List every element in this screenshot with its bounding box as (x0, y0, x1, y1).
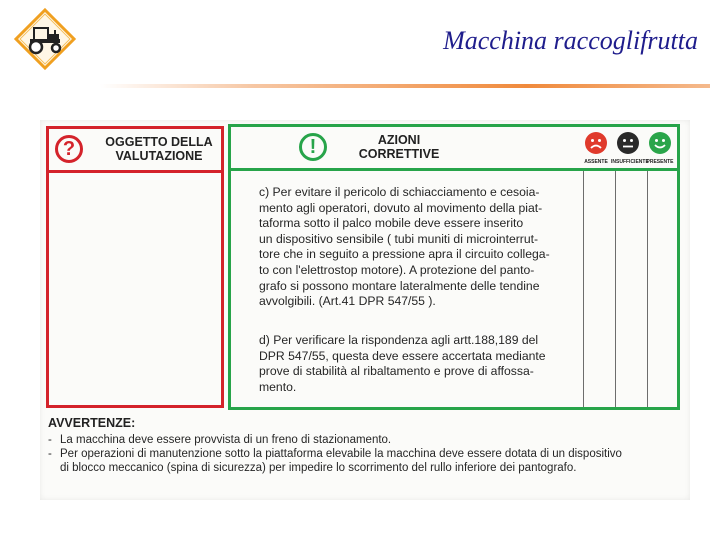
text-line: tore che in seguito a pressione apra il circuito collega- (259, 247, 550, 262)
text-line: d) Per verificare la rispondenza agli artt.188,189 del (259, 333, 539, 347)
column-divider (583, 171, 584, 407)
evaluation-title-line2: VALUTAZIONE (115, 149, 203, 163)
face-label-absent: ASSENTE (584, 159, 608, 165)
warning-item-continued (48, 461, 678, 475)
tractor-icon (14, 8, 76, 70)
text-line: DPR 547/55, questa deve essere accertata mediante (259, 348, 546, 363)
evaluation-object-header (49, 129, 221, 173)
corrective-actions-header (231, 127, 677, 171)
title-divider (100, 84, 710, 88)
warning-text: La macchina deve essere provvista di un freno di stazionamento. (60, 434, 392, 446)
evaluation-object-title (95, 135, 223, 163)
tractor-logo (14, 8, 76, 70)
scanned-document (40, 120, 690, 500)
exclamation-icon: ! (299, 133, 327, 161)
corrective-actions-title (349, 133, 449, 161)
bullet: - (48, 434, 52, 446)
corrective-title-line2: CORRETTIVE (358, 147, 440, 161)
evaluation-object-panel (46, 126, 224, 408)
neutral-face-icon (616, 131, 640, 155)
happy-face-icon (648, 131, 672, 155)
evaluation-title-line1: OGGETTO DELLA (105, 135, 213, 149)
face-label-insufficient: INSUFFICIENTE (611, 159, 649, 165)
text-line: mento agli operatori, dovuto al movimento della piat- (259, 200, 543, 215)
warnings-section (48, 416, 678, 475)
text-line: avvolgibili. (Art.41 DPR 547/55 ). (259, 294, 436, 309)
text-line: un dispositivo sensibile ( tubi muniti di microinterrut- (259, 231, 539, 246)
page-title: Macchina raccoglifrutta (443, 26, 698, 55)
corrective-actions-panel (228, 124, 680, 410)
corrective-title-line1: AZIONI (377, 133, 421, 147)
text-line: taforma sotto il palco mobile deve essere inserito (259, 216, 524, 231)
question-icon: ? (55, 135, 83, 163)
bullet: - (48, 448, 52, 460)
warning-item (48, 433, 678, 447)
text-line: c) Per evitare il pericolo di schiacciamento e cesoia- (259, 185, 540, 199)
warning-text: Per operazioni di manutenzione sotto la piattaforma elevabile la macchina deve essere dotata di un dispositivo (60, 448, 622, 460)
warning-item (48, 447, 678, 461)
face-label-present: PRESENTE (646, 159, 674, 165)
text-line: to con l'elettrostop motore). A protezione del panto- (259, 262, 535, 277)
column-divider (647, 171, 648, 407)
warning-text: di blocco meccanico (spina di sicurezza) per impedire lo scorrimento del rullo inferiore dei pantografo. (60, 462, 577, 474)
warnings-title: AVVERTENZE: (48, 416, 136, 430)
column-divider (615, 171, 616, 407)
text-line: grafo si possono montare lateralmente delle tendine (259, 278, 540, 293)
corrective-paragraph-d (259, 333, 569, 395)
sad-face-icon (584, 131, 608, 155)
text-line: prove di stabilità al ribaltamento e prove di affossa- (259, 364, 534, 379)
text-line: mento. (259, 379, 297, 394)
corrective-paragraph-c (259, 185, 569, 310)
